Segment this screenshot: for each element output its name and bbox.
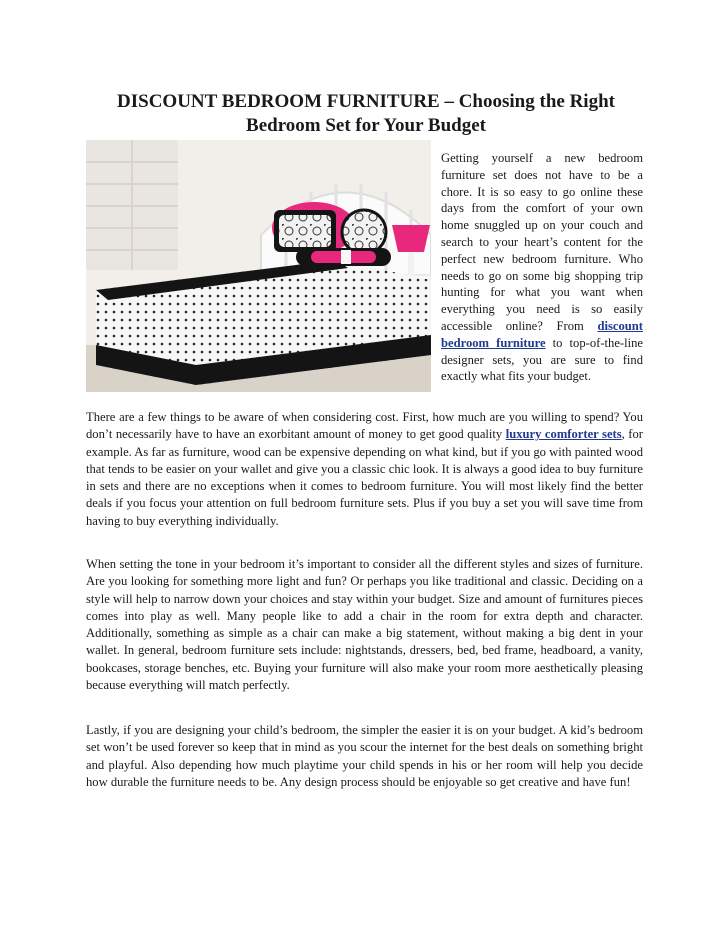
child-bedroom-paragraph: Lastly, if you are designing your child’s bedroom, the simpler the easier it is on your budget. A kid’s bedroom set won’t be used forever so keep that in mind as you scour the internet for the best deals on something bright and playful. Also depending how much playtime your child spends in his or her room will help you decide how durable the furniture needs to be. Any design process should be enjoyable so get creative and have fun!	[86, 723, 643, 789]
cost-text-end: , for example. As far as furniture, wood can be expensive depending on what kind, but if you go with painted wood that tends to be easier on your wallet and give you a classic chic look. It is always a good idea to buy furniture in sets and there are no exceptions when it comes to bedroom furniture. You will most likely find the better deals if you focus your attention on full bedroom furniture sets. Plus if you buy a set you will save time from having to buy everything individually.	[86, 427, 643, 528]
article-title: DISCOUNT BEDROOM FURNITURE – Choosing the Right Bedroom Set for Your Budget	[117, 91, 615, 136]
bedroom-photo	[86, 140, 431, 392]
luxury-comforter-sets-link[interactable]: luxury comforter sets	[505, 427, 622, 442]
intro-text-start: Getting yourself a new bedroom furniture set does not have to be a chore. It is so easy to go online these days from the comfort of your own home snuggled up on your couch and search to your heart’s content for the perfect new bedroom furniture. Who needs to go on some big shopping trip hunting for what you want when everything you need is so easily accessible online? From	[441, 151, 643, 333]
style-paragraph: When setting the tone in your bedroom it’s important to consider all the different styles and sizes of furniture. Are you looking for something more light and fun? Or perhaps you like traditional and classic. Deciding on a style will help to narrow down your choices and stay within your budget. Size and amount of furnitures pieces comes into play as well. Many people like to add a chair in the room for extra depth and character. Additionally, something as simple as a chair can make a big statement, without making a big dent in your wallet. In general, bedroom furniture sets include: nightstands, dressers, bed, bed frame, headboard, a vanity, bookcases, storage benches, etc. Buying your furniture will also make your room more aesthetically pleasing because everything will match perfectly.	[86, 557, 643, 693]
cost-text-start: There are a few things to be aware of when considering cost. First, how much are you willing to spend? You don’t necessarily have to have an exorbitant amount of money to get good quality	[86, 410, 643, 442]
discount-bedroom-furniture-link[interactable]: discount bedroom furniture	[441, 318, 643, 350]
bedroom-photo-icon	[86, 140, 431, 392]
intro-text-end: to top-of-the-line designer sets, you are sure to find exactly what fits your budget.	[441, 335, 643, 384]
cost-paragraph	[86, 409, 643, 530]
intro-paragraph	[441, 150, 643, 385]
